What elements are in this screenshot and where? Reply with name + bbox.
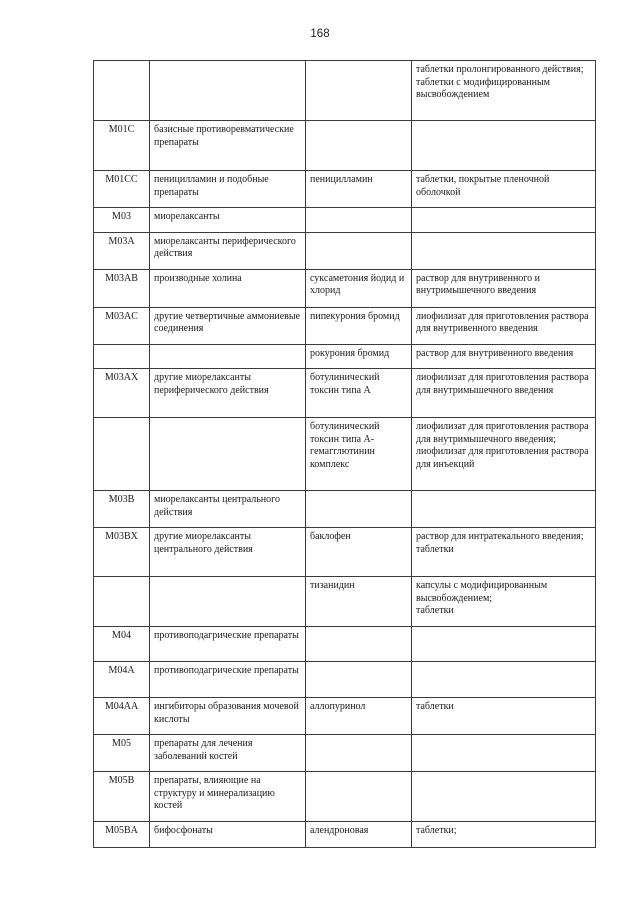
atc-code-cell: M05B	[94, 772, 150, 822]
atc-code-cell	[94, 418, 150, 491]
group-name-cell: препараты для лечения заболеваний костей	[150, 735, 306, 772]
substance-cell: рокурония бромид	[306, 344, 412, 369]
group-name-cell: другие миорелаксанты периферического действия	[150, 369, 306, 418]
table-row	[94, 232, 596, 269]
dosage-form-cell: таблетки	[412, 698, 596, 735]
substance-cell: баклофен	[306, 528, 412, 577]
table-row	[94, 208, 596, 233]
atc-code-cell: M03B	[94, 491, 150, 528]
group-name-cell: миорелаксанты периферического действия	[150, 232, 306, 269]
dosage-form-cell	[412, 735, 596, 772]
group-name-cell: миорелаксанты центрального действия	[150, 491, 306, 528]
atc-code-cell: M05	[94, 735, 150, 772]
table-row	[94, 491, 596, 528]
atc-code-cell	[94, 61, 150, 121]
table-row	[94, 121, 596, 171]
group-name-cell: производные холина	[150, 269, 306, 307]
substance-cell	[306, 121, 412, 171]
dosage-form-cell: раствор для внутривенного введения	[412, 344, 596, 369]
group-name-cell: другие четвертичные аммониевые соединения	[150, 307, 306, 344]
substance-cell: ботулинический токсин типа А	[306, 369, 412, 418]
group-name-cell: пеницилламин и подобные препараты	[150, 171, 306, 208]
dosage-form-cell	[412, 627, 596, 662]
table-row	[94, 344, 596, 369]
substance-cell: тизанидин	[306, 577, 412, 627]
dosage-form-cell: раствор для интратекального введения; таблетки	[412, 528, 596, 577]
table-row	[94, 698, 596, 735]
table-row	[94, 418, 596, 491]
atc-code-cell: M03BX	[94, 528, 150, 577]
group-name-cell	[150, 577, 306, 627]
group-name-cell: миорелаксанты	[150, 208, 306, 233]
atc-code-cell: M03	[94, 208, 150, 233]
dosage-form-cell	[412, 121, 596, 171]
group-name-cell: препараты, влияющие на структуру и минерализацию костей	[150, 772, 306, 822]
atc-code-cell: M03AB	[94, 269, 150, 307]
table-row	[94, 171, 596, 208]
dosage-form-cell	[412, 208, 596, 233]
table-row	[94, 307, 596, 344]
atc-code-cell	[94, 577, 150, 627]
drug-table	[93, 60, 596, 848]
dosage-form-cell: таблетки, покрытые пленочной оболочкой	[412, 171, 596, 208]
substance-cell: суксаметония йодид и хлорид	[306, 269, 412, 307]
dosage-form-cell: раствор для внутривенного и внутримышечного введения	[412, 269, 596, 307]
group-name-cell	[150, 418, 306, 491]
group-name-cell: другие миорелаксанты центрального действия	[150, 528, 306, 577]
atc-code-cell: M05BA	[94, 821, 150, 847]
substance-cell	[306, 735, 412, 772]
substance-cell	[306, 662, 412, 698]
group-name-cell	[150, 61, 306, 121]
table-row	[94, 528, 596, 577]
dosage-form-cell	[412, 662, 596, 698]
substance-cell: пеницилламин	[306, 171, 412, 208]
dosage-form-cell: лиофилизат для приготовления раствора для внутримышечного введения; лиофилизат для приготовления раствора для инъекций	[412, 418, 596, 491]
atc-code-cell: M03AC	[94, 307, 150, 344]
table-row	[94, 269, 596, 307]
group-name-cell: противоподагрические препараты	[150, 627, 306, 662]
group-name-cell: бифосфонаты	[150, 821, 306, 847]
substance-cell	[306, 772, 412, 822]
dosage-form-cell: таблетки;	[412, 821, 596, 847]
substance-cell	[306, 61, 412, 121]
atc-code-cell: M03AX	[94, 369, 150, 418]
substance-cell	[306, 627, 412, 662]
dosage-form-cell	[412, 491, 596, 528]
dosage-form-cell	[412, 772, 596, 822]
substance-cell: алендроновая	[306, 821, 412, 847]
dosage-form-cell: лиофилизат для приготовления раствора для внутривенного введения	[412, 307, 596, 344]
table-row	[94, 662, 596, 698]
page-number: 168	[310, 28, 330, 40]
dosage-form-cell: капсулы с модифицированным высвобождением; таблетки	[412, 577, 596, 627]
substance-cell: ботулинический токсин типа А-гемагглютинин комплекс	[306, 418, 412, 491]
table-row	[94, 627, 596, 662]
atc-code-cell: M03A	[94, 232, 150, 269]
dosage-form-cell: таблетки пролонгированного действия; таблетки с модифицированным высвобождением	[412, 61, 596, 121]
substance-cell	[306, 491, 412, 528]
table-row	[94, 735, 596, 772]
table-row	[94, 772, 596, 822]
atc-code-cell: M01CC	[94, 171, 150, 208]
dosage-form-cell	[412, 232, 596, 269]
substance-cell: пипекурония бромид	[306, 307, 412, 344]
table-row	[94, 369, 596, 418]
atc-code-cell	[94, 344, 150, 369]
group-name-cell	[150, 344, 306, 369]
table-row	[94, 61, 596, 121]
group-name-cell: базисные противоревматические препараты	[150, 121, 306, 171]
atc-code-cell: M04AA	[94, 698, 150, 735]
substance-cell	[306, 208, 412, 233]
table-row	[94, 821, 596, 847]
atc-code-cell: M04A	[94, 662, 150, 698]
atc-code-cell: M01C	[94, 121, 150, 171]
dosage-form-cell: лиофилизат для приготовления раствора для внутримышечного введения	[412, 369, 596, 418]
group-name-cell: противоподагрические препараты	[150, 662, 306, 698]
substance-cell: аллопуринол	[306, 698, 412, 735]
table-body	[94, 61, 596, 848]
atc-code-cell: M04	[94, 627, 150, 662]
group-name-cell: ингибиторы образования мочевой кислоты	[150, 698, 306, 735]
table-row	[94, 577, 596, 627]
substance-cell	[306, 232, 412, 269]
